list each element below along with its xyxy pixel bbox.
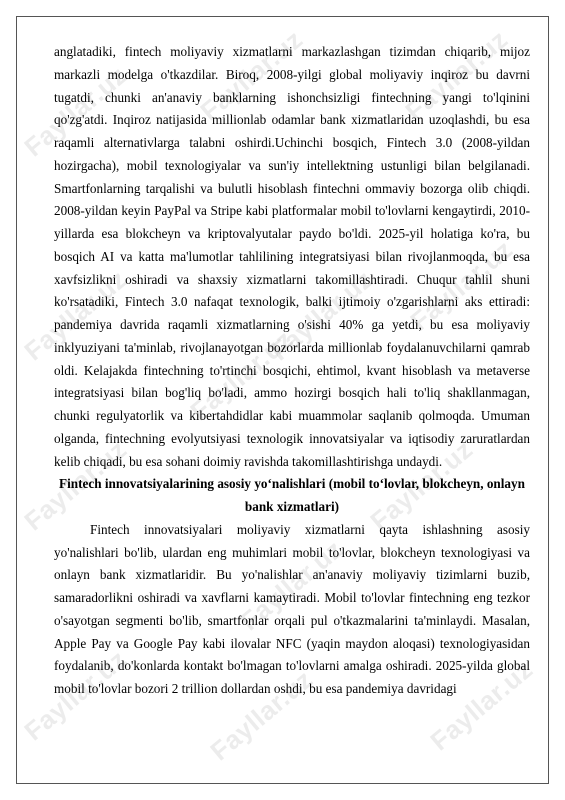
watermark: Fayllar.uz <box>264 263 379 367</box>
body-paragraph: Fintech innovatsiyalari moliyaviy xizmatlarni qayta ishlashning asosiy yo'nalishlari bo'lib, ulardan eng muhimlari mobil to'lovlar, blokcheyn texnologiyasi va onlayn bank xizmatlaridir. Bu yo'nalishlar an'anaviy moliyaviy tizimlarni buzib, samaradorlikni oshiradi va xavflarni kamaytiradi. Mobil to'lovlar fintechning eng tezkor o'sayotgan segmenti bo'lib, smartfonlar orqali pul o'tkazmalarini ta'minlaydi. Masalan, Apple Pay va Google Pay kabi ilovalar NFC (yaqin maydon aloqasi) texnologiyasidan foydalanib, do'konlarda kontakt bo'lmagan to'lovlarni amalga oshiradi. 2025-yilda global mobil to'lovlar bozori 2 trillion dollardan oshdi, bu esa pandemiya davridagi <box>54 521 530 696</box>
body-paragraph: anglatadiki, fintech moliyaviy xizmatlarni markazlashgan tizimdan chiqarib, mijoz markazli modelga o'tkazdilar. Biroq, 2008-yilgi global moliyaviy inqiroz bu davrni tugatdi, chunki an'anaviy banklarning ishonchsizligi fintechning yangi to'lqinini qo'zg'atdi. Inqiroz natijasida millionlab odamlar bank xizmatlaridan uzoqlashdi, bu esa raqamli alternativlarga talabni oshirdi.Uchinchi bosqich, Fintech 3.0 (2008-yildan hozirgacha), mobil texnologiyalar va sun'iy intellektning ustunligi bilan belgilanadi. Smartfonlarning tarqalishi va bulutli hisoblash fintechni ommaviy bozorga olib chiqdi. 2008-yildan keyin PayPal va Stripe kabi platformalar mobil to'lovlarni kengaytirdi, 2010-yillarda esa blokcheyn va kriptovalyutalar paydo bo'ldi. 2025-yil holatiga ko'ra, bu bosqich AI va katta ma'lumotlar tahlilining integratsiyasi bilan rivojlanmoqda, bu esa xavfsizlikni oshiradi va shaxsiy xizmatlarni takomillashtiradi. Chuqur tahlil shuni ko'rsatadiki, Fintech 3.0 nafaqat texnologik, balki ijtimoiy o'zgarishlarni aks ettiradi: pandemiya davrida raqamli xizmatlarning o'sishi 40% ga yetdi, bu esa moliyaviy inklyuziyani ta'minlab, rivojlanayotgan bozorlarda millionlab foydalanuvchilarni qamrab oldi. Kelajakda fintechning to'rtinchi bosqichi, ehtimol, kvant hisoblash va metaverse integratsiyasi bilan bog'liq bo'ladi, ammo hozirgi bosqich hali to'liq shakllanmagan, chunki regulyatorlik va kibertahdidlar kabi muammolar saqlanib qolmoqda. Umuman olganda, fintechning evolyutsiyasi texnologik innovatsiyalar va iqtisodiy zaruratlardan kelib chiqadi, bu esa sohani doimiy ravishda takomillashtirishga undaydi. <box>54 44 530 469</box>
watermark: Fayllar.uz <box>404 233 519 337</box>
watermark: Fayllar.uz <box>424 653 539 757</box>
watermark: Fayllar.uz <box>18 643 133 747</box>
watermark: Fayllar.uz <box>184 323 299 427</box>
watermark: Fayllar.uz <box>18 59 133 163</box>
watermark: Fayllar.uz <box>18 263 133 367</box>
watermark: Fayllar.uz <box>364 433 479 537</box>
document-body <box>54 41 530 701</box>
watermark: Fayllar.uz <box>399 23 514 127</box>
watermark: Fayllar.uz <box>234 533 349 637</box>
section-heading: Fintech innovatsiyalarining asosiy yo‘nalishlari (mobil to‘lovlar, blokcheyn, onlayn bank xizmatlari) <box>59 476 525 514</box>
watermark: Fayllar.uz <box>194 23 309 127</box>
watermark: Fayllar.uz <box>18 433 133 537</box>
watermark: Fayllar.uz <box>204 663 319 767</box>
